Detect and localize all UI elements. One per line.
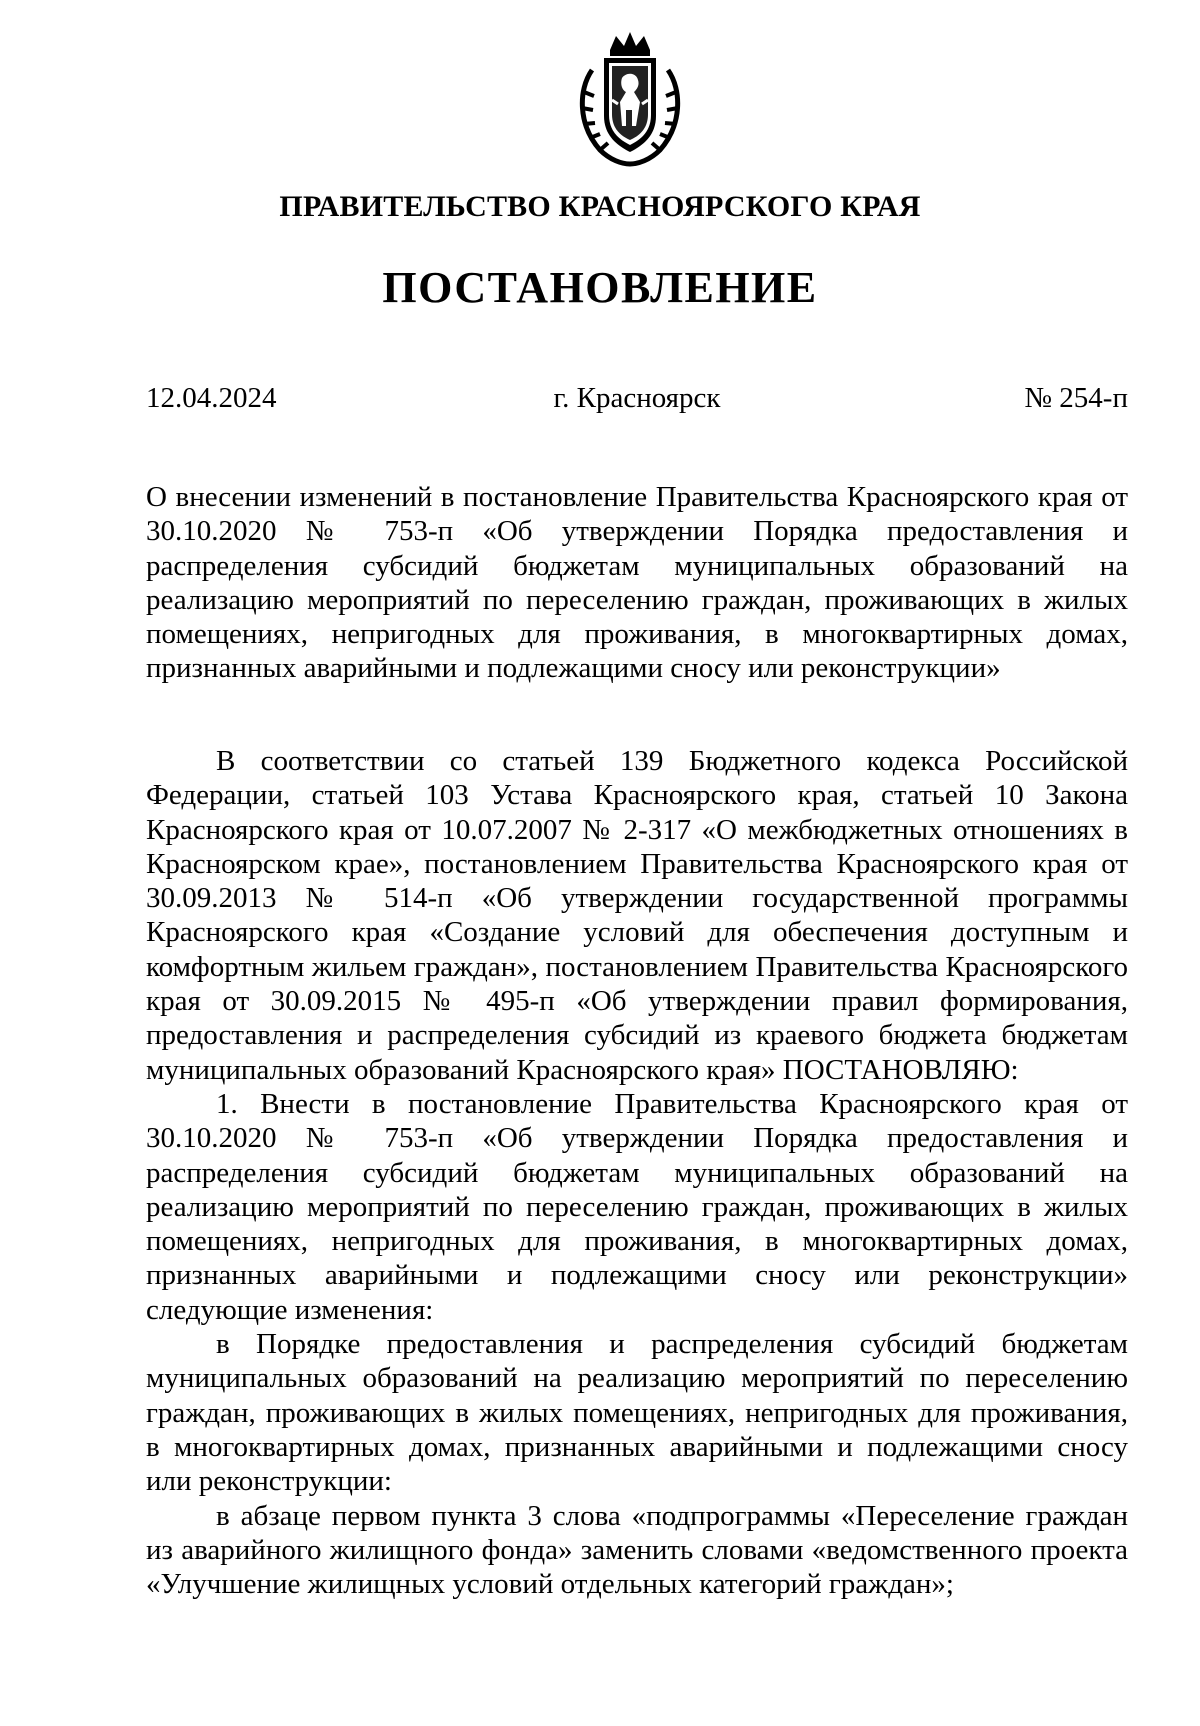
- item-1-change-paragraph: в абзаце первом пункта 3 слова «подпрограммы «Переселение граждан из аварийного жилищного фонда» заменить словами «ведомственного проекта «Улучшение жилищных условий отдельных категорий граждан»;: [146, 1499, 1128, 1601]
- item-1-sub-paragraph: в Порядке предоставления и распределения субсидий бюджетам муниципальных образований на реализацию мероприятий по переселению граждан, проживающих в жилых помещениях, непригодных для проживания, в многоквартирных домах, признанных аварийными и подлежащими сносу или реконструкции:: [146, 1328, 1128, 1498]
- document-city: г. Красноярск: [553, 382, 721, 414]
- krasnoyarsk-coat-of-arms-icon: [570, 30, 690, 168]
- document-date: 12.04.2024: [146, 382, 277, 414]
- document-meta-row: [146, 382, 1128, 422]
- document-subject: [146, 480, 1128, 686]
- organization-title: ПРАВИТЕЛЬСТВО КРАСНОЯРСКОГО КРАЯ: [279, 190, 921, 223]
- document-number: № 254-п: [1024, 382, 1128, 414]
- item-1-paragraph: 1. Внести в постановление Правительства Красноярского края от 30.10.2020 № 753-п «Об утверждении Порядка предоставления и распределения субсидий бюджетам муниципальных образований на реализацию мероприятий по переселению граждан, проживающих в жилых помещениях, непригодных для проживания, в многоквартирных домах, признанных аварийными и подлежащими сносу или реконструкции» следующие изменения:: [146, 1087, 1128, 1326]
- document-type-title: ПОСТАНОВЛЕНИЕ: [382, 263, 818, 312]
- document-body: [146, 744, 1128, 1601]
- preamble-paragraph: В соответствии со статьей 139 Бюджетного кодекса Российской Федерации, статьей 103 Устава Красноярского края, статьей 10 Закона Красноярского края от 10.07.2007 № 2-317 «О межбюджетных отношениях в Красноярском крае», постановлением Правительства Красноярского края от 30.09.2013 № 514-п «Об утверждении государственной программы Красноярского края «Создание условий для обеспечения доступным и комфортным жильем граждан», постановлением Правительства Красноярского края от 30.09.2015 № 495-п «Об утверждении правил формирования, предоставления и распределения субсидий из краевого бюджета бюджетам муниципальных образований Красноярского края» ПОСТАНОВЛЯЮ:: [146, 745, 1128, 1086]
- subject-text: О внесении изменений в постановление Правительства Красноярского края от 30.10.2020 № 753-п «Об утверждении Порядка предоставления и распределения субсидий бюджетам муниципальных образований на реализацию мероприятий по переселению граждан, проживающих в жилых помещениях, непригодных для проживания, в многоквартирных домах, признанных аварийными и подлежащими сносу или реконструкции»: [146, 481, 1128, 685]
